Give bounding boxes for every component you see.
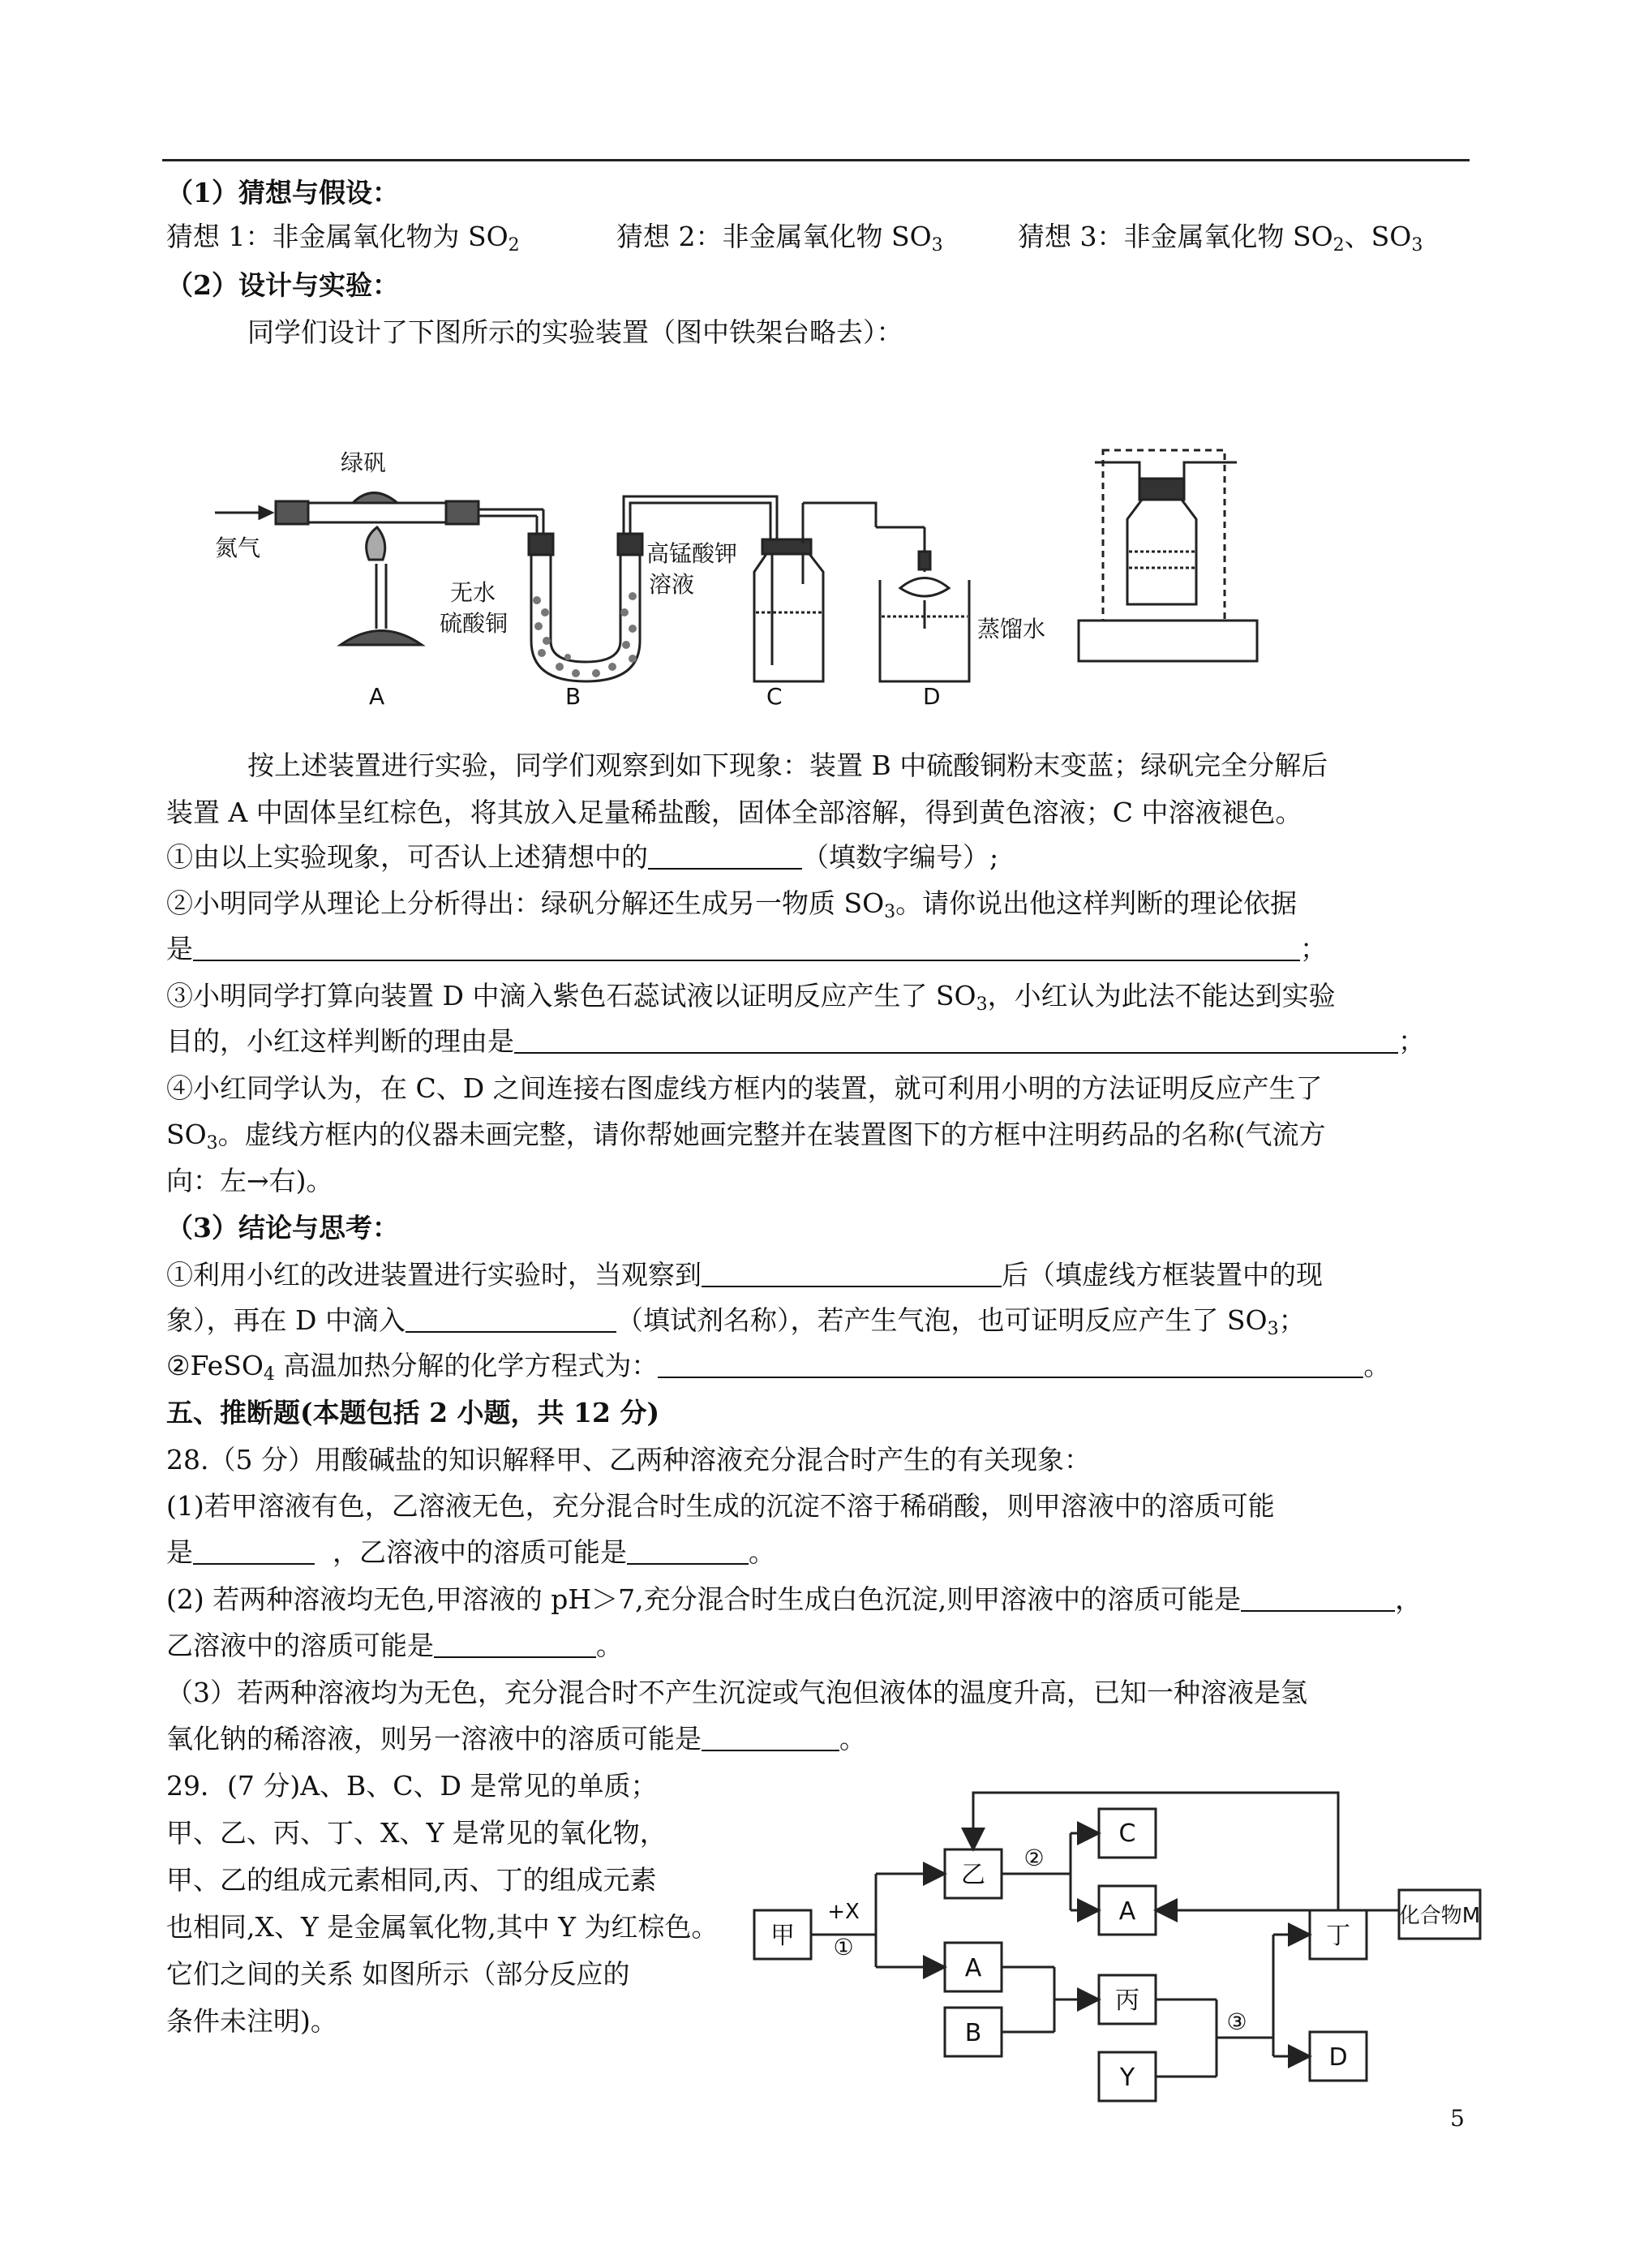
blank-q28-3[interactable] [702,1725,839,1751]
q28-1-line-1: (1)若甲溶液有色，乙溶液无色，充分混合时生成的沉淀不溶于稀硝酸，则甲溶液中的溶质可能 [166,1490,1275,1522]
q3-line-2: 目的，小红这样判断的理由是 ； [166,1025,1425,1057]
blank-q3[interactable] [514,1028,1398,1054]
q29-line-3: 甲、乙的组成元素相同,丙、丁的组成元素 [166,1864,657,1896]
c1-line-2: 象），再在 D 中滴入 （填试剂名称），若产生气泡，也可证明反应产生了 $SO_3$； [166,1304,1306,1339]
node-Y: Y [1119,2064,1135,2092]
header-rule [162,159,1470,161]
label-kmno4-2: 溶液 [649,571,695,598]
q4-line-1: ④小红同学认为，在 C、D 之间连接右图虚线方框内的装置，就可利用小明的方法证明反应产生了 [166,1072,1323,1104]
blank-q1[interactable] [648,844,802,870]
q29-line-1: 29．(7 分)A、B、C、D 是常见的单质； [166,1770,658,1802]
q28-2-line-1: (2) 若两种溶液均无色,甲溶液的 pH＞7,充分混合时生成白色沉淀,则甲溶液中的溶质可能是 ， [166,1583,1423,1615]
hypothesis-3: 猜想 3：非金属氧化物 $SO_2$、$SO_3$ [1018,221,1423,256]
label-reaction-3: ③ [1226,2008,1247,2035]
label-plus-x: +X [827,1900,860,1924]
label-anhydrous-2: 硫酸铜 [440,610,509,637]
q28-3-line-1: （3）若两种溶液均为无色，充分混合时不产生沉淀或气泡但液体的温度升高，已知一种溶液是氢 [166,1677,1307,1708]
node-ding: 丁 [1326,1922,1350,1950]
blank-c1-reagent[interactable] [406,1307,616,1333]
q28-stem: 28.（5 分）用酸碱盐的知识解释甲、乙两种溶液充分混合时产生的有关现象： [166,1444,1091,1475]
obs-line-2: 装置 A 中固体呈红棕色，将其放入足量稀盐酸，固体全部溶解，得到黄色溶液；C 中溶液褪色。 [166,797,1302,828]
q4-line-2: $SO_3$。虚线方框内的仪器未画完整，请你帮她画完整并在装置图下的方框中注明药品的名称(气流方 [166,1119,1326,1153]
section-2-heading: （2）设计与实验： [166,269,399,301]
q28-2-line-2: 乙溶液中的溶质可能是 。 [166,1630,623,1661]
blank-q28-2-yi[interactable] [434,1632,596,1658]
section-1-heading: （1）猜想与假设： [166,177,399,208]
q29-line-5: 它们之间的关系 如图所示（部分反应的 [166,1958,630,1990]
node-D: D [1328,2043,1348,2072]
blank-q28-1-jia[interactable] [193,1539,315,1565]
node-compound-M: 化合物M [1398,1904,1481,1928]
section-5-heading: 五、推断题(本题包括 2 小题，共 12 分) [166,1397,660,1428]
label-C: C [766,683,783,710]
q2-line-1: ②小明同学从理论上分析得出：绿矾分解还生成另一物质 $SO_3$。请你说出他这样判断的理论依据 [166,887,1298,922]
q3-line-1: ③小明同学打算向装置 D 中滴入紫色石蕊试液以证明反应产生了 $SO_3$，小红认为此法不能达到实验 [166,980,1336,1015]
q28-1-line-2: 是 ，乙溶液中的溶质可能是 。 [166,1536,775,1568]
hypothesis-2: 猜想 2：非金属氧化物 $SO_3$ [616,221,943,256]
apparatus-diagram [203,438,1273,714]
label-green-vitriol: 绿矾 [341,449,387,476]
blank-c1-phenomenon[interactable] [702,1261,1002,1287]
label-reaction-2: ② [1023,1845,1045,1871]
node-B: B [964,2019,982,2047]
blank-q28-1-yi[interactable] [627,1539,749,1565]
hypothesis-1: 猜想 1：非金属氧化物为 $SO_2$ [166,221,520,256]
relation-diagram [730,1785,1484,2141]
section-2-intro: 同学们设计了下图所示的实验装置（图中铁架台略去）： [247,316,903,348]
c2: ②FeSO$_4$ 高温加热分解的化学方程式为： 。 [166,1350,1391,1385]
q28-3-line-2: 氧化钠的稀溶液，则另一溶液中的溶质可能是 。 [166,1723,866,1755]
node-A-bottom: A [964,1954,982,1982]
q29-line-2: 甲、乙、丙、丁、X、Y 是常见的氧化物， [166,1817,667,1849]
c1-line-1: ①利用小红的改进装置进行实验时，当观察到 后（填虚线方框装置中的现 [166,1259,1323,1291]
blank-q2[interactable] [193,935,1300,961]
node-C: C [1118,1819,1136,1848]
label-A: A [369,683,385,710]
label-B: B [565,683,581,710]
node-A-top: A [1118,1897,1136,1926]
label-D: D [923,683,941,710]
section-3-heading: （3）结论与思考： [166,1212,399,1244]
q29-line-6: 条件未注明)。 [166,2005,337,2037]
label-water: 蒸馏水 [977,616,1046,642]
label-reaction-1: ① [833,1934,854,1961]
q4-line-3: 向：左→右)。 [166,1165,333,1196]
blank-q28-2-jia[interactable] [1241,1586,1395,1612]
q29-line-4: 也相同,X、Y 是金属氧化物,其中 Y 为红棕色。 [166,1911,719,1943]
label-anhydrous-1: 无水 [450,579,496,606]
node-jia: 甲 [770,1922,795,1950]
label-kmno4-1: 高锰酸钾 [646,540,738,567]
page-number: 5 [1450,2105,1465,2132]
label-nitrogen: 氮气 [215,535,261,561]
blank-c2-equation[interactable] [658,1352,1363,1378]
q1: ①由以上实验现象，可否认上述猜想中的 （填数字编号）; [166,841,999,873]
node-yi: 乙 [961,1861,985,1889]
obs-line-1: 按上述装置进行实验，同学们观察到如下现象：装置 B 中硫酸铜粉末变蓝；绿矾完全分解后 [247,750,1328,781]
q2-line-2: 是 ； [166,933,1327,964]
node-bing: 丙 [1115,1987,1139,2015]
